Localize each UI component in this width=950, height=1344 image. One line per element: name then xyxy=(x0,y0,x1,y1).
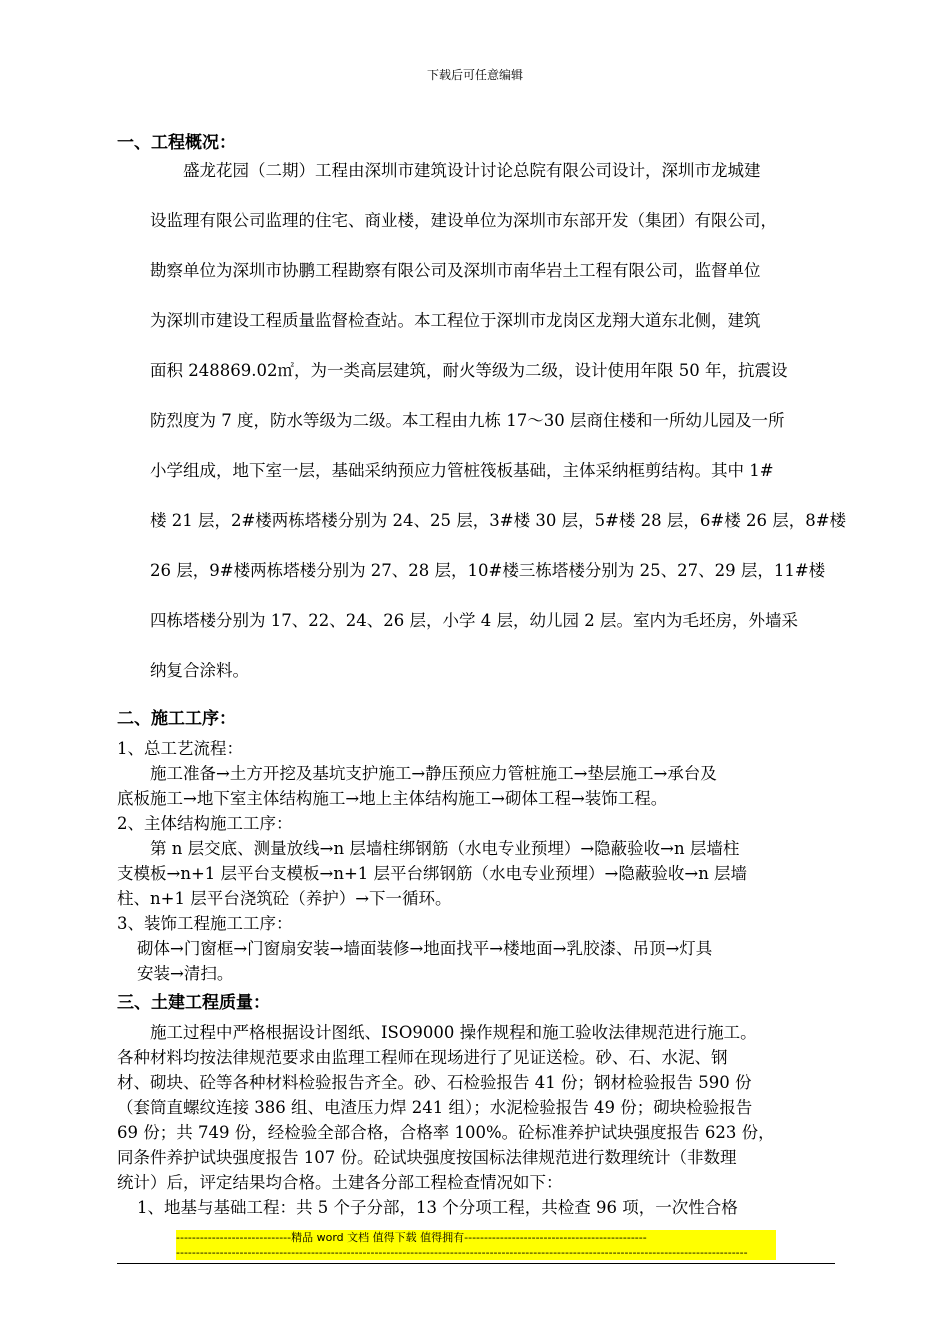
paragraph-line: 柱、n+1 层平台浇筑砼（养护）→下一循环。 xyxy=(117,889,452,908)
paragraph-line: 勘察单位为深圳市协鹏工程勘察有限公司及深圳市南华岩土工程有限公司，监督单位 xyxy=(150,261,761,280)
item-3-title: 3、装饰工程施工工序： xyxy=(117,914,293,933)
section-3-title: 三、土建工程质量： xyxy=(117,993,270,1013)
item-2-title: 2、主体结构施工工序： xyxy=(117,814,293,833)
paragraph-line: 安装→清扫。 xyxy=(137,964,234,983)
paragraph-line: 底板施工→地下室主体结构施工→地上主体结构施工→砌体工程→装饰工程。 xyxy=(117,789,668,808)
footer-banner-line-2: ------------------------------------------------------------------------------------------------------------------------------------------------ xyxy=(176,1245,776,1260)
paragraph-line: 施工准备→土方开挖及基坑支护施工→静压预应力管桩施工→垫层施工→承台及 xyxy=(150,764,717,783)
paragraph-line: 26 层，9#楼两栋塔楼分别为 27、28 层，10#楼三栋塔楼分别为 25、27、29 层，11#楼 xyxy=(150,561,826,580)
footer-divider xyxy=(117,1263,835,1264)
item-1-title: 1、总工艺流程： xyxy=(117,739,243,758)
paragraph-line: 69 份；共 749 份，经检验全部合格，合格率 100%。砼标准养护试块强度报告 623 份， xyxy=(117,1123,775,1142)
paragraph-line: 材、砌块、砼等各种材料检验报告齐全。砂、石检验报告 41 份；钢材检验报告 590 份 xyxy=(117,1073,752,1092)
section-1-title: 一、工程概况： xyxy=(117,133,236,153)
paragraph-line: 支模板→n+1 层平台支模板→n+1 层平台绑钢筋（水电专业预埋）→隐蔽验收→n 层墙 xyxy=(117,864,748,883)
section-2-body xyxy=(117,736,837,986)
header-note: 下载后可任意编辑 xyxy=(426,68,523,82)
paragraph-line: 设监理有限公司监理的住宅、商业楼，建设单位为深圳市东部开发（集团）有限公司， xyxy=(150,211,777,230)
paragraph-line: （套筒直螺纹连接 386 组、电渣压力焊 241 组）；水泥检验报告 49 份；砌块检验报告 xyxy=(117,1098,753,1117)
paragraph-line: 统计）后，评定结果均合格。土建各分部工程检查情况如下： xyxy=(117,1173,563,1192)
paragraph-line: 防烈度为 7 度，防水等级为二级。本工程由九栋 17～30 层商住楼和一所幼儿园及一所 xyxy=(150,411,785,430)
paragraph-line: 砌体→门窗框→门窗扇安装→墙面装修→地面找平→楼地面→乳胶漆、吊顶→灯具 xyxy=(137,939,713,958)
paragraph-line: 小学组成，地下室一层，基础采纳预应力管桩筏板基础，主体采纳框剪结构。其中 1# xyxy=(150,461,774,480)
paragraph-line: 面积 248869.02㎡，为一类高层建筑，耐火等级为二级，设计使用年限 50 年，抗震设 xyxy=(150,361,788,380)
section-2-title: 二、施工工序： xyxy=(117,709,236,729)
footer-banner-line-1: -----------------------------精品 word 文档 值得下载 值得拥有---------------------------------------------- xyxy=(176,1230,776,1245)
paragraph-line: 纳复合涂料。 xyxy=(150,661,249,680)
paragraph-line: 四栋塔楼分别为 17、22、24、26 层，小学 4 层，幼儿园 2 层。室内为毛坯房，外墙采 xyxy=(150,611,798,630)
section-3-body xyxy=(117,1020,837,1220)
paragraph-line: 1、地基与基础工程：共 5 个子分部，13 个分项工程，共检查 96 项，一次性合格 xyxy=(137,1198,738,1217)
paragraph-line: 盛龙花园（二期）工程由深圳市建筑设计讨论总院有限公司设计，深圳市龙城建 xyxy=(183,161,761,180)
paragraph-line: 同条件养护试块强度报告 107 份。砼试块强度按国标法律规范进行数理统计（非数理 xyxy=(117,1148,737,1167)
paragraph-line: 各种材料均按法律规范要求由监理工程师在现场进行了见证送检。砂、石、水泥、钢 xyxy=(117,1048,728,1067)
paragraph-line: 第 n 层交底、测量放线→n 层墙柱绑钢筋（水电专业预埋）→隐蔽验收→n 层墙柱 xyxy=(150,839,740,858)
paragraph-line: 楼 21 层，2#楼两栋塔楼分别为 24、25 层，3#楼 30 层，5#楼 28 层，6#楼 26 层，8#楼 xyxy=(150,511,847,530)
paragraph-line: 施工过程中严格根据设计图纸、ISO9000 操作规程和施工验收法律规范进行施工。 xyxy=(150,1023,757,1042)
paragraph-line: 为深圳市建设工程质量监督检查站。本工程位于深圳市龙岗区龙翔大道东北侧，建筑 xyxy=(150,311,761,330)
section-1-body xyxy=(117,146,847,696)
